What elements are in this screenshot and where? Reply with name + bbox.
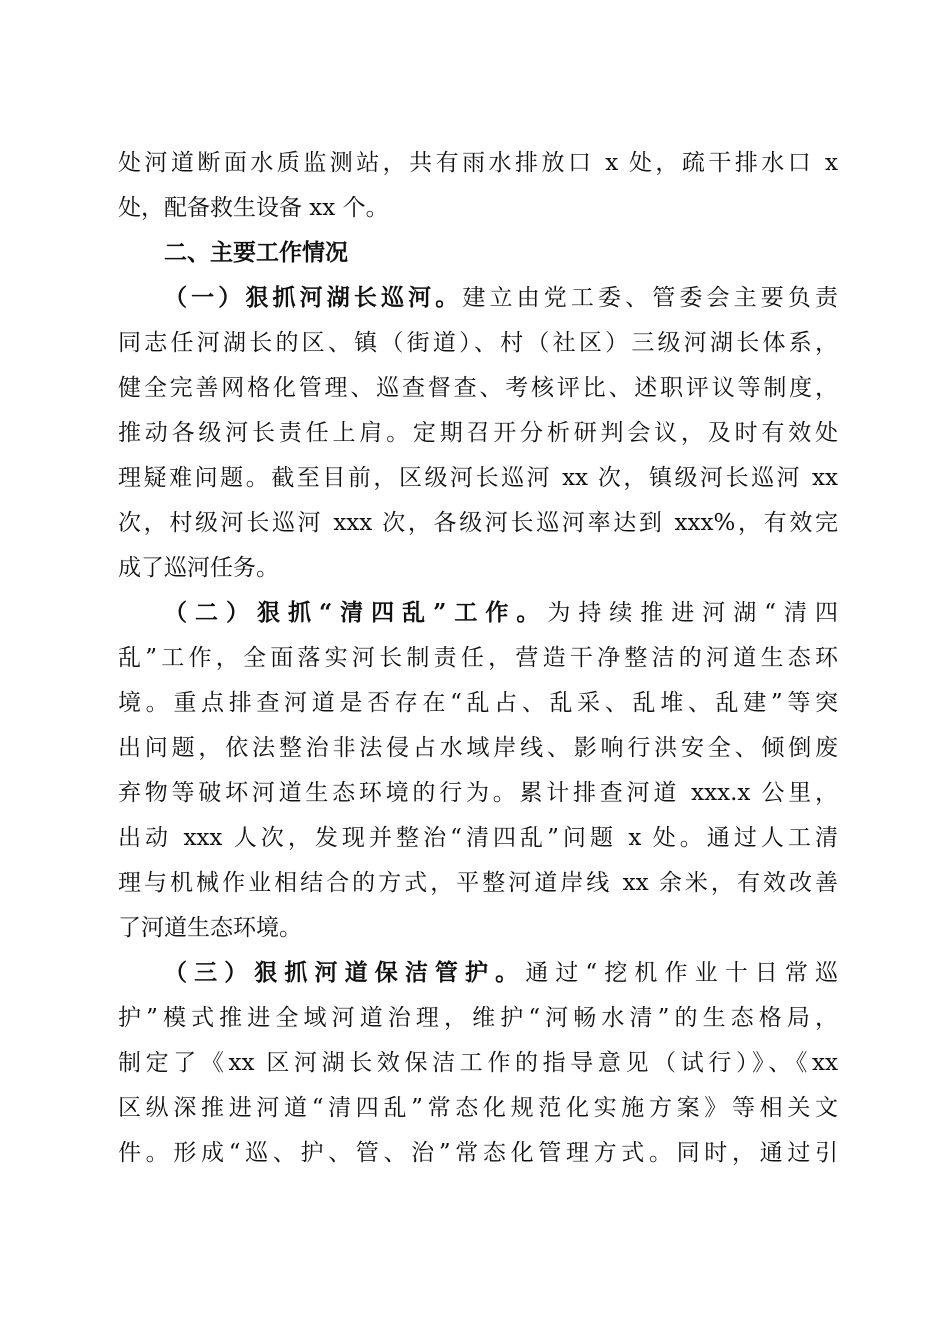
paragraph-3-lead-rest: 通过“挖机作业十日常巡 [525, 960, 838, 986]
body-text-line: 处，配备救生设备 xx 个。 [118, 195, 389, 221]
body-text-line: 同志任河湖长的区、镇（街道）、村（社区）三级河湖长体系， [118, 330, 838, 356]
body-text-line: 境。重点排查河道是否存在“乱占、乱采、乱堆、乱建”等突 [118, 690, 838, 716]
body-text-line: 制定了《xx 区河湖长效保洁工作的指导意见（试行）》、《xx [118, 1050, 838, 1076]
body-text-line: 护”模式推进全域河道治理，维护“河畅水清”的生态格局， [118, 1005, 838, 1031]
paragraph-3-lead: （三）狠抓河道保洁管护。 [164, 959, 526, 986]
body-text-line: 区纵深推进河道“清四乱”常态化规范化实施方案》等相关文 [118, 1095, 838, 1121]
paragraph-2-first-line [164, 591, 838, 635]
body-text-line: 理与机械作业相结合的方式，平整河道岸线 xx 余米，有效改善 [118, 870, 838, 896]
body-text-line: 处河道断面水质监测站，共有雨水排放口 x 处，疏干排水口 x [118, 150, 838, 176]
paragraph-2-lead-rest: 为持续推进河湖“清四 [547, 600, 838, 626]
body-text-line: 弃物等破坏河道生态环境的行为。累计排查河道 xxx.x 公里， [118, 780, 838, 806]
paragraph-1-lead-rest: 建立由党工委、管委会主要负责 [462, 285, 838, 311]
body-text-line: 推动各级河长责任上肩。定期召开分析研判会议，及时有效处 [118, 420, 838, 446]
paragraph-1-lead: （一）狠抓河湖长巡河。 [164, 284, 463, 311]
body-text-line: 出问题，依法整治非法侵占水域岸线、影响行洪安全、倾倒废 [118, 735, 838, 761]
body-text-line: 了河道生态环境。 [118, 915, 302, 941]
paragraph-1-first-line [164, 276, 838, 320]
body-text-line: 件。形成“巡、护、管、治”常态化管理方式。同时，通过引 [118, 1140, 838, 1166]
body-text-line: 次，村级河长巡河 xxx 次，各级河长巡河率达到 xxx%，有效完 [118, 510, 838, 536]
body-text-line: 乱”工作，全面落实河长制责任，营造干净整洁的河道生态环 [118, 645, 838, 671]
paragraph-2-lead: （二）狠抓“清四乱”工作。 [164, 599, 548, 626]
body-text-line: 健全完善网格化管理、巡查督查、考核评比、述职评议等制度， [118, 375, 838, 401]
paragraph-3-first-line [164, 951, 838, 995]
body-text-line: 出动 xxx 人次，发现并整治“清四乱”问题 x 处。通过人工清 [118, 825, 838, 851]
body-text-line: 理疑难问题。截至目前，区级河长巡河 xx 次，镇级河长巡河 xx [118, 465, 838, 491]
body-text-line: 成了巡河任务。 [118, 555, 279, 581]
section-heading: 二、主要工作情况 [164, 240, 348, 266]
